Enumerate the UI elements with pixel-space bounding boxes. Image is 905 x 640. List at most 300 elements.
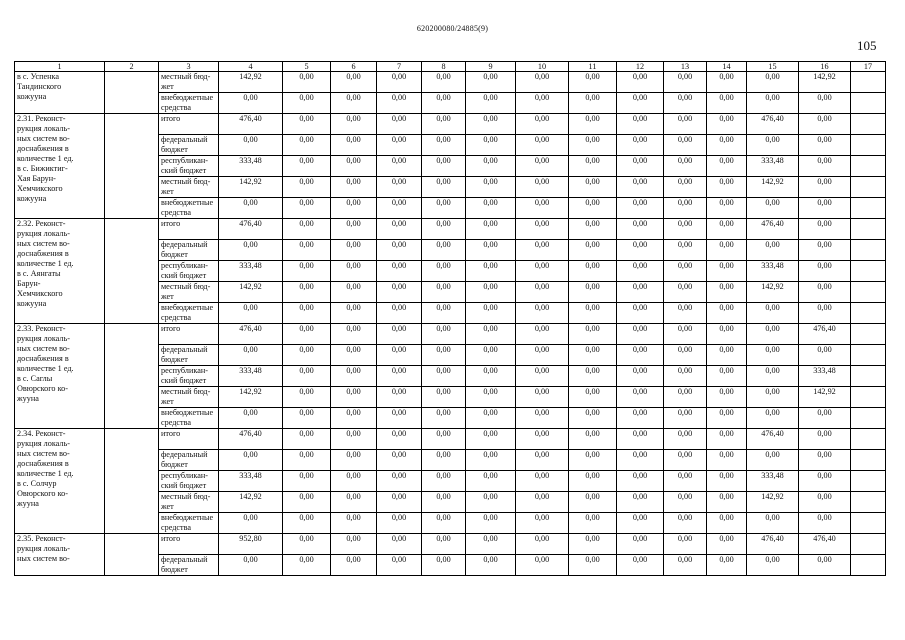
amount-cell: 0,00 [799, 303, 851, 324]
amount-cell: 333,48 [747, 471, 799, 492]
amount-cell: 0,00 [422, 471, 466, 492]
amount-cell: 0,00 [747, 324, 799, 345]
amount-cell: 0,00 [219, 135, 283, 156]
amount-cell: 0,00 [664, 492, 707, 513]
amount-cell: 0,00 [422, 513, 466, 534]
amount-cell: 0,00 [466, 408, 516, 429]
amount-cell: 0,00 [466, 303, 516, 324]
page-number: 105 [857, 38, 877, 53]
amount-cell: 0,00 [664, 345, 707, 366]
amount-cell: 0,00 [516, 366, 569, 387]
amount-cell: 0,00 [799, 429, 851, 450]
column-number-cell: 17 [851, 62, 886, 72]
amount-cell: 0,00 [799, 555, 851, 576]
amount-cell: 0,00 [422, 492, 466, 513]
amount-cell: 0,00 [219, 240, 283, 261]
amount-cell: 0,00 [516, 240, 569, 261]
amount-cell: 142,92 [219, 492, 283, 513]
amount-cell: 0,00 [219, 555, 283, 576]
amount-cell: 142,92 [799, 387, 851, 408]
amount-cell: 142,92 [219, 387, 283, 408]
empty-cell [851, 198, 886, 219]
amount-cell: 0,00 [799, 450, 851, 471]
amount-cell: 0,00 [747, 303, 799, 324]
amount-cell: 0,00 [283, 450, 331, 471]
measure-description: в с. Успенка Тандинского кожууна [15, 72, 105, 114]
amount-cell: 0,00 [422, 177, 466, 198]
amount-cell: 0,00 [377, 198, 422, 219]
amount-cell: 0,00 [422, 219, 466, 240]
amount-cell: 0,00 [569, 282, 617, 303]
column-number-cell: 11 [569, 62, 617, 72]
amount-cell: 0,00 [331, 534, 377, 555]
amount-cell: 0,00 [617, 156, 664, 177]
table-row [15, 114, 886, 135]
amount-cell: 142,92 [747, 177, 799, 198]
amount-cell: 0,00 [569, 114, 617, 135]
amount-cell: 0,00 [569, 471, 617, 492]
amount-cell: 0,00 [516, 408, 569, 429]
amount-cell: 0,00 [569, 177, 617, 198]
funding-source: республикан- ский бюджет [159, 471, 219, 492]
amount-cell: 0,00 [617, 198, 664, 219]
amount-cell: 142,92 [219, 282, 283, 303]
measure-description: 2.34. Реконст- рукция локаль- ных систем во- доснабжения в количестве 1 ед. в с. Солчур Овюрского ко- жууна [15, 429, 105, 534]
amount-cell: 0,00 [422, 114, 466, 135]
amount-cell: 0,00 [799, 408, 851, 429]
amount-cell: 0,00 [707, 450, 747, 471]
amount-cell: 0,00 [377, 156, 422, 177]
amount-cell: 0,00 [516, 177, 569, 198]
amount-cell: 0,00 [331, 114, 377, 135]
empty-cell [851, 387, 886, 408]
amount-cell: 0,00 [516, 219, 569, 240]
amount-cell: 476,40 [747, 219, 799, 240]
empty-cell [851, 555, 886, 576]
empty-cell [851, 156, 886, 177]
column-number-cell: 14 [707, 62, 747, 72]
empty-cell [851, 135, 886, 156]
empty-cell [851, 429, 886, 450]
empty-cell [105, 114, 159, 219]
column-number-cell: 9 [466, 62, 516, 72]
amount-cell: 476,40 [219, 219, 283, 240]
table-row [15, 219, 886, 240]
amount-cell: 0,00 [422, 261, 466, 282]
amount-cell: 476,40 [219, 324, 283, 345]
amount-cell: 0,00 [569, 429, 617, 450]
amount-cell: 0,00 [331, 177, 377, 198]
column-number-cell: 13 [664, 62, 707, 72]
empty-cell [105, 534, 159, 576]
amount-cell: 0,00 [331, 492, 377, 513]
amount-cell: 476,40 [799, 534, 851, 555]
amount-cell: 0,00 [377, 72, 422, 93]
amount-cell: 0,00 [617, 282, 664, 303]
amount-cell: 0,00 [664, 177, 707, 198]
amount-cell: 0,00 [569, 513, 617, 534]
amount-cell: 0,00 [283, 471, 331, 492]
funding-source: федеральный бюджет [159, 240, 219, 261]
amount-cell: 0,00 [664, 93, 707, 114]
amount-cell: 0,00 [516, 429, 569, 450]
amount-cell: 0,00 [664, 135, 707, 156]
amount-cell: 0,00 [516, 555, 569, 576]
amount-cell: 0,00 [799, 492, 851, 513]
empty-cell [851, 345, 886, 366]
amount-cell: 0,00 [466, 366, 516, 387]
amount-cell: 0,00 [617, 492, 664, 513]
amount-cell: 0,00 [747, 513, 799, 534]
amount-cell: 0,00 [664, 324, 707, 345]
amount-cell: 0,00 [466, 114, 516, 135]
amount-cell: 0,00 [569, 240, 617, 261]
amount-cell: 0,00 [799, 114, 851, 135]
amount-cell: 0,00 [377, 555, 422, 576]
amount-cell: 0,00 [569, 303, 617, 324]
funding-source: внебюджетные средства [159, 303, 219, 324]
amount-cell: 0,00 [707, 156, 747, 177]
budget-table [14, 61, 886, 576]
amount-cell: 0,00 [422, 303, 466, 324]
empty-cell [105, 429, 159, 534]
funding-source: местный бюд- жет [159, 282, 219, 303]
amount-cell: 0,00 [283, 366, 331, 387]
amount-cell: 0,00 [377, 387, 422, 408]
amount-cell: 0,00 [747, 450, 799, 471]
empty-cell [851, 534, 886, 555]
amount-cell: 0,00 [422, 429, 466, 450]
amount-cell: 0,00 [569, 387, 617, 408]
amount-cell: 0,00 [283, 324, 331, 345]
amount-cell: 333,48 [219, 471, 283, 492]
amount-cell: 0,00 [331, 261, 377, 282]
funding-source: местный бюд- жет [159, 177, 219, 198]
amount-cell: 0,00 [377, 366, 422, 387]
amount-cell: 0,00 [466, 387, 516, 408]
funding-source: местный бюд- жет [159, 72, 219, 93]
funding-source: федеральный бюджет [159, 450, 219, 471]
empty-cell [851, 219, 886, 240]
amount-cell: 0,00 [664, 114, 707, 135]
amount-cell: 0,00 [664, 261, 707, 282]
amount-cell: 0,00 [283, 282, 331, 303]
amount-cell: 0,00 [617, 135, 664, 156]
amount-cell: 0,00 [707, 114, 747, 135]
table-row [15, 324, 886, 345]
amount-cell: 0,00 [747, 345, 799, 366]
amount-cell: 142,92 [219, 72, 283, 93]
amount-cell: 0,00 [219, 303, 283, 324]
amount-cell: 0,00 [422, 387, 466, 408]
empty-cell [851, 93, 886, 114]
amount-cell: 476,40 [219, 114, 283, 135]
amount-cell: 0,00 [283, 198, 331, 219]
amount-cell: 0,00 [664, 408, 707, 429]
amount-cell: 0,00 [707, 408, 747, 429]
amount-cell: 0,00 [377, 324, 422, 345]
amount-cell: 0,00 [747, 387, 799, 408]
amount-cell: 0,00 [466, 324, 516, 345]
amount-cell: 0,00 [283, 72, 331, 93]
amount-cell: 0,00 [331, 450, 377, 471]
amount-cell: 0,00 [664, 429, 707, 450]
column-number-cell: 5 [283, 62, 331, 72]
amount-cell: 0,00 [516, 492, 569, 513]
funding-source: итого [159, 219, 219, 240]
amount-cell: 142,92 [747, 492, 799, 513]
amount-cell: 0,00 [466, 534, 516, 555]
empty-cell [851, 492, 886, 513]
empty-cell [851, 450, 886, 471]
amount-cell: 0,00 [617, 261, 664, 282]
amount-cell: 0,00 [466, 450, 516, 471]
amount-cell: 0,00 [377, 282, 422, 303]
amount-cell: 0,00 [422, 135, 466, 156]
funding-source: внебюджетные средства [159, 198, 219, 219]
amount-cell: 0,00 [569, 72, 617, 93]
amount-cell: 0,00 [377, 408, 422, 429]
amount-cell: 0,00 [707, 219, 747, 240]
amount-cell: 0,00 [516, 303, 569, 324]
amount-cell: 0,00 [569, 555, 617, 576]
amount-cell: 0,00 [283, 93, 331, 114]
amount-cell: 0,00 [707, 282, 747, 303]
column-number-cell: 3 [159, 62, 219, 72]
amount-cell: 0,00 [219, 450, 283, 471]
amount-cell: 0,00 [516, 72, 569, 93]
amount-cell: 0,00 [331, 93, 377, 114]
funding-source: итого [159, 324, 219, 345]
amount-cell: 0,00 [377, 429, 422, 450]
amount-cell: 0,00 [331, 72, 377, 93]
amount-cell: 0,00 [466, 219, 516, 240]
funding-source: местный бюд- жет [159, 492, 219, 513]
amount-cell: 0,00 [516, 93, 569, 114]
column-number-cell: 2 [105, 62, 159, 72]
amount-cell: 0,00 [617, 240, 664, 261]
amount-cell: 0,00 [799, 177, 851, 198]
amount-cell: 0,00 [569, 135, 617, 156]
amount-cell: 0,00 [707, 345, 747, 366]
amount-cell: 0,00 [617, 429, 664, 450]
amount-cell: 0,00 [617, 555, 664, 576]
amount-cell: 0,00 [422, 324, 466, 345]
amount-cell: 0,00 [219, 198, 283, 219]
amount-cell: 0,00 [377, 345, 422, 366]
amount-cell: 0,00 [617, 345, 664, 366]
amount-cell: 0,00 [422, 450, 466, 471]
funding-source: итого [159, 114, 219, 135]
amount-cell: 142,92 [219, 177, 283, 198]
funding-source: федеральный бюджет [159, 555, 219, 576]
amount-cell: 0,00 [664, 366, 707, 387]
amount-cell: 0,00 [331, 282, 377, 303]
amount-cell: 0,00 [219, 345, 283, 366]
amount-cell: 0,00 [664, 534, 707, 555]
amount-cell: 0,00 [331, 219, 377, 240]
amount-cell: 0,00 [747, 408, 799, 429]
empty-cell [851, 366, 886, 387]
amount-cell: 0,00 [516, 387, 569, 408]
amount-cell: 0,00 [466, 429, 516, 450]
amount-cell: 0,00 [707, 555, 747, 576]
empty-cell [851, 471, 886, 492]
amount-cell: 0,00 [569, 408, 617, 429]
amount-cell: 0,00 [707, 513, 747, 534]
amount-cell: 142,92 [799, 72, 851, 93]
amount-cell: 0,00 [617, 177, 664, 198]
amount-cell: 0,00 [377, 93, 422, 114]
amount-cell: 476,40 [219, 429, 283, 450]
amount-cell: 0,00 [466, 555, 516, 576]
amount-cell: 0,00 [466, 240, 516, 261]
amount-cell: 0,00 [283, 219, 331, 240]
measure-description: 2.31. Реконст- рукция локаль- ных систем во- доснабжения в количестве 1 ед. в с. Бижиктиг- Хая Барун- Хемчикского кожууна [15, 114, 105, 219]
amount-cell: 0,00 [569, 219, 617, 240]
funding-source: местный бюд- жет [159, 387, 219, 408]
amount-cell: 0,00 [707, 261, 747, 282]
amount-cell: 0,00 [664, 387, 707, 408]
column-number-cell: 10 [516, 62, 569, 72]
empty-cell [851, 114, 886, 135]
funding-source: федеральный бюджет [159, 345, 219, 366]
amount-cell: 0,00 [422, 156, 466, 177]
empty-cell [105, 324, 159, 429]
amount-cell: 476,40 [747, 114, 799, 135]
amount-cell: 0,00 [707, 198, 747, 219]
amount-cell: 0,00 [377, 240, 422, 261]
amount-cell: 0,00 [422, 534, 466, 555]
funding-source: внебюджетные средства [159, 408, 219, 429]
amount-cell: 0,00 [516, 534, 569, 555]
amount-cell: 0,00 [707, 387, 747, 408]
amount-cell: 0,00 [466, 513, 516, 534]
amount-cell: 0,00 [377, 177, 422, 198]
amount-cell: 0,00 [466, 72, 516, 93]
amount-cell: 0,00 [747, 240, 799, 261]
amount-cell: 0,00 [707, 303, 747, 324]
amount-cell: 0,00 [799, 93, 851, 114]
amount-cell: 0,00 [331, 198, 377, 219]
table-row [15, 72, 886, 93]
empty-cell [851, 303, 886, 324]
amount-cell: 0,00 [664, 513, 707, 534]
amount-cell: 0,00 [617, 471, 664, 492]
amount-cell: 0,00 [377, 219, 422, 240]
amount-cell: 0,00 [664, 450, 707, 471]
amount-cell: 0,00 [331, 366, 377, 387]
amount-cell: 0,00 [331, 345, 377, 366]
amount-cell: 0,00 [283, 387, 331, 408]
amount-cell: 0,00 [799, 471, 851, 492]
empty-cell [105, 219, 159, 324]
amount-cell: 0,00 [331, 135, 377, 156]
amount-cell: 0,00 [331, 303, 377, 324]
funding-source: республикан- ский бюджет [159, 156, 219, 177]
column-number-cell: 7 [377, 62, 422, 72]
measure-description: 2.35. Реконст- рукция локаль- ных систем во- [15, 534, 105, 576]
amount-cell: 0,00 [707, 324, 747, 345]
amount-cell: 0,00 [377, 471, 422, 492]
amount-cell: 0,00 [617, 72, 664, 93]
amount-cell: 0,00 [466, 345, 516, 366]
column-number-cell: 12 [617, 62, 664, 72]
amount-cell: 0,00 [664, 72, 707, 93]
column-number-cell: 6 [331, 62, 377, 72]
amount-cell: 0,00 [617, 324, 664, 345]
amount-cell: 0,00 [747, 198, 799, 219]
measure-description: 2.32. Реконст- рукция локаль- ных систем во- доснабжения в количестве 1 ед. в с. Аянгаты Барун- Хемчикского кожууна [15, 219, 105, 324]
amount-cell: 0,00 [283, 135, 331, 156]
empty-cell [851, 177, 886, 198]
amount-cell: 0,00 [617, 534, 664, 555]
amount-cell: 0,00 [283, 114, 331, 135]
empty-cell [851, 240, 886, 261]
amount-cell: 0,00 [377, 114, 422, 135]
amount-cell: 0,00 [617, 93, 664, 114]
measure-description: 2.33. Реконст- рукция локаль- ных систем во- доснабжения в количестве 1 ед. в с. Саглы Овюрского ко- жууна [15, 324, 105, 429]
amount-cell: 0,00 [331, 240, 377, 261]
column-number-cell: 15 [747, 62, 799, 72]
amount-cell: 0,00 [283, 303, 331, 324]
table-row [15, 534, 886, 555]
amount-cell: 0,00 [707, 366, 747, 387]
amount-cell: 0,00 [617, 513, 664, 534]
amount-cell: 0,00 [799, 345, 851, 366]
amount-cell: 0,00 [664, 219, 707, 240]
amount-cell: 0,00 [377, 261, 422, 282]
amount-cell: 0,00 [331, 387, 377, 408]
amount-cell: 0,00 [331, 429, 377, 450]
amount-cell: 0,00 [377, 492, 422, 513]
amount-cell: 0,00 [516, 282, 569, 303]
funding-source: федеральный бюджет [159, 135, 219, 156]
amount-cell: 0,00 [283, 345, 331, 366]
table-body [15, 62, 886, 576]
amount-cell: 0,00 [569, 261, 617, 282]
amount-cell: 0,00 [747, 135, 799, 156]
amount-cell: 0,00 [664, 555, 707, 576]
amount-cell: 0,00 [664, 156, 707, 177]
amount-cell: 333,48 [747, 261, 799, 282]
amount-cell: 0,00 [747, 72, 799, 93]
amount-cell: 0,00 [422, 555, 466, 576]
funding-source: внебюджетные средства [159, 513, 219, 534]
amount-cell: 0,00 [377, 135, 422, 156]
table-row [15, 429, 886, 450]
amount-cell: 0,00 [707, 492, 747, 513]
amount-cell: 0,00 [422, 408, 466, 429]
amount-cell: 0,00 [747, 555, 799, 576]
amount-cell: 0,00 [664, 198, 707, 219]
amount-cell: 333,48 [219, 156, 283, 177]
amount-cell: 0,00 [283, 513, 331, 534]
amount-cell: 333,48 [747, 156, 799, 177]
amount-cell: 0,00 [707, 534, 747, 555]
amount-cell: 0,00 [617, 450, 664, 471]
funding-source: республикан- ский бюджет [159, 366, 219, 387]
amount-cell: 0,00 [799, 219, 851, 240]
amount-cell: 0,00 [219, 513, 283, 534]
amount-cell: 0,00 [466, 156, 516, 177]
funding-source: республикан- ский бюджет [159, 261, 219, 282]
amount-cell: 0,00 [516, 114, 569, 135]
amount-cell: 0,00 [283, 177, 331, 198]
column-number-row [15, 62, 886, 72]
amount-cell: 476,40 [747, 534, 799, 555]
amount-cell: 142,92 [747, 282, 799, 303]
